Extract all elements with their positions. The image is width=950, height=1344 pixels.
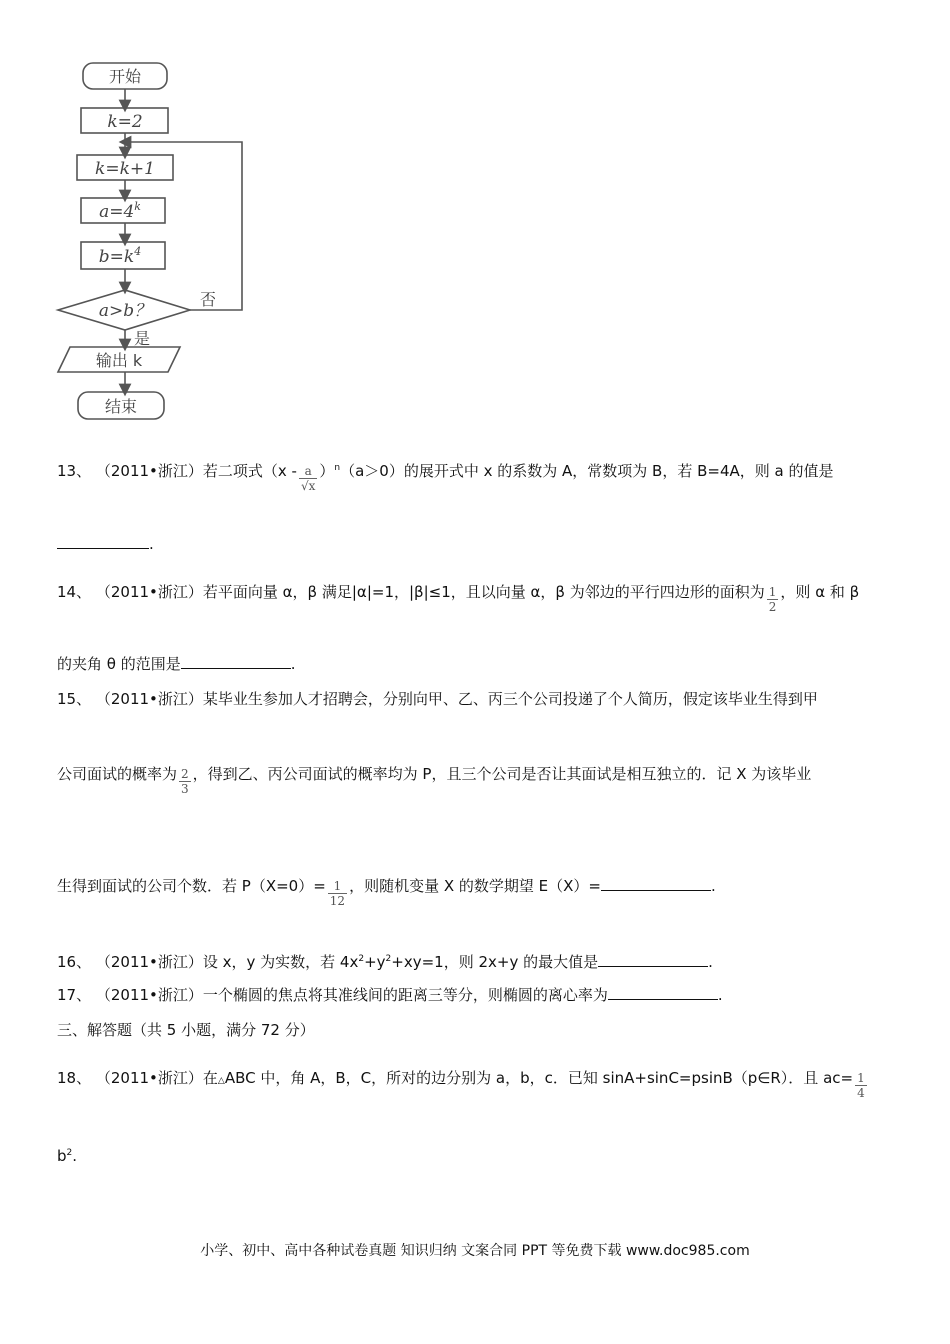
flow-start-label: 开始 bbox=[108, 67, 142, 86]
answer-blank-16[interactable] bbox=[598, 952, 708, 967]
answer-blank-15[interactable] bbox=[601, 876, 711, 891]
question-14-line1: 14、 （2011•浙江）若平面向量 α，β 满足|α|=1，|β|≤1，且以向量 α，β 为邻边的平行四边形的面积为 $\frac{1}{2}$ ，则 α 和 β bbox=[57, 583, 860, 614]
question-15-line3: 生得到面试的公司个数．若 P（X=0）= $\frac{1}{12}$ ，则随机变量 X 的数学期望 E（X）= . bbox=[57, 877, 716, 908]
question-16: 16、 （2011•浙江）设 x，y 为实数，若 $4x^2+y^2+xy=1$，则 2x+y 的最大值是 . bbox=[57, 953, 713, 971]
question-13-line1: 13、 （2011•浙江）若二项式（x - $\frac{a}{√x}$ ）$^n$（a＞0）的展开式中 x 的系数为 A，常数项为 B，若 B=4A，则 a 的值是 bbox=[57, 462, 834, 493]
q18-fraction: $\frac{1}{4}$ bbox=[857, 1071, 865, 1100]
flow-end-label: 结束 bbox=[104, 397, 138, 416]
answer-blank-17[interactable] bbox=[608, 985, 718, 1000]
question-14-line2: 的夹角 θ 的范围是 . bbox=[57, 655, 296, 673]
flow-step3-label: $b=k^4$ bbox=[98, 245, 142, 267]
question-13-line2: . bbox=[57, 534, 154, 554]
flow-condition-label: a>b？ bbox=[98, 301, 152, 321]
q15-fraction-2: $\frac{1}{12}$ bbox=[329, 879, 346, 908]
flowchart bbox=[50, 55, 260, 425]
answer-blank-14[interactable] bbox=[181, 654, 291, 669]
flow-init-label: k=2 bbox=[107, 112, 143, 132]
page-footer: 小学、初中、高中各种试卷真题 知识归纳 文案合同 PPT 等免费下载 www.doc985.com bbox=[200, 1243, 750, 1259]
question-15-line1: 15、 （2011•浙江）某毕业生参加人才招聘会，分别向甲、乙、丙三个公司投递了个人简历，假定该毕业生得到甲 bbox=[57, 690, 818, 708]
question-17: 17、 （2011•浙江）一个椭圆的焦点将其准线间的距离三等分，则椭圆的离心率为 . bbox=[57, 986, 723, 1004]
question-15-line2: 公司面试的概率为 $\frac{2}{3}$ ，得到乙、丙公司面试的概率均为 P，且三个公司是否让其面试是相互独立的．记 X 为该毕业 bbox=[57, 765, 812, 796]
q13-fraction: $\frac{a}{√x}$ bbox=[300, 464, 316, 493]
flow-step2-label: $a=4^k$ bbox=[99, 200, 141, 222]
question-18-line1: 18、 （2011•浙江）在△ABC 中，角 A，B，C，所对的边分别为 a，b，c．已知 sinA+sinC=psinB（p∈R）．且 ac= $\frac{1}{4}$ bbox=[57, 1069, 865, 1100]
flow-step1-label: k=k+1 bbox=[95, 159, 155, 179]
q14-fraction: $\frac{1}{2}$ bbox=[768, 585, 777, 614]
section-3-heading: 三、解答题（共 5 小题，满分 72 分） bbox=[57, 1021, 315, 1039]
flow-yes-label: 是 bbox=[134, 329, 151, 348]
flow-no-label: 否 bbox=[200, 290, 217, 309]
q15-fraction-1: $\frac{2}{3}$ bbox=[181, 767, 189, 796]
answer-blank-13[interactable] bbox=[57, 534, 149, 549]
question-18-line2: $b^2$. bbox=[57, 1147, 78, 1165]
flow-output-label: 输出 k bbox=[95, 351, 143, 370]
